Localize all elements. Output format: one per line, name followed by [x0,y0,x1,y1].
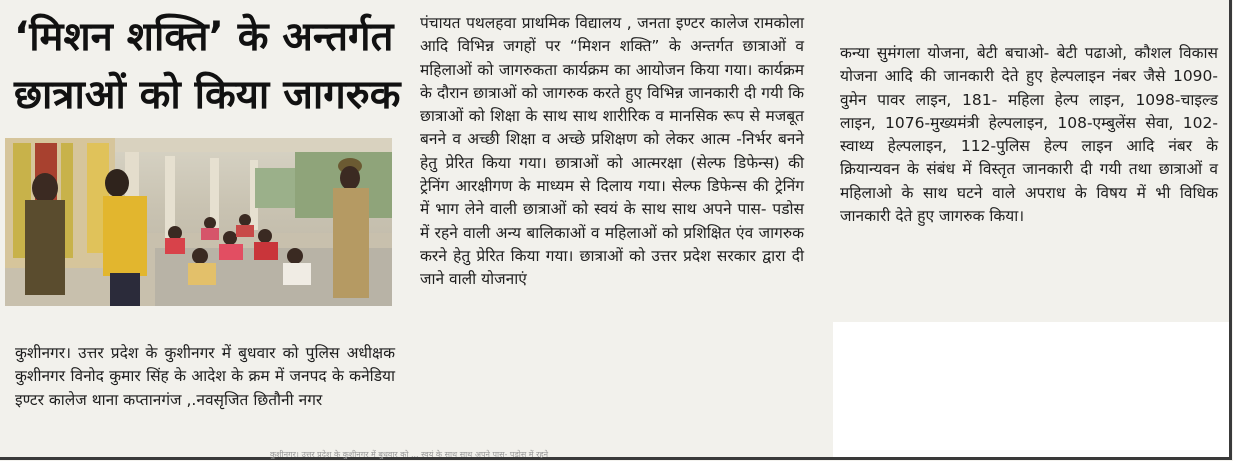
column-1-text: कुशीनगर। उत्तर प्रदेश के कुशीनगर में बुधवार को पुलिस अधीक्षक कुशीनगर विनोद कुमार सिंह के आदेश के क्रम में जनपद के कनेडिया इण्टर कालेज थाना कप्तानगंज ,.नवसृजित छितौनी नगर [15,344,395,409]
photo-scene-illustration [5,138,392,306]
article-column-2 [420,12,804,292]
article-column-3 [840,42,1218,228]
bleed-through-text: कुशीनगर। उत्तर प्रदेश के कुशीनगर में बुधवार को ... स्वयं के साथ साथ अपने पास- पडोस में रहने [270,450,549,459]
article-column-1 [15,342,395,412]
article-photo [5,138,392,306]
column-2-text: पंचायत पथलहवा प्राथमिक विद्यालय , जनता इण्टर कालेज रामकोला आदि विभिन्न जगहों पर “मिशन शक्ति” के अन्तर्गत छात्राओं व महिलाओं को जागरुकता कार्यक्रम का आयोजन किया गया। कार्यक्रम के दौरान छात्राओं को जागरुक करते हुए विभिन्न जानकारी दी गयी कि छात्राओं को शिक्षा के साथ साथ शारीरिक व मानसिक रूप से मजबूत बनने व अच्छी शिक्षा व अच्छे प्रशिक्षण को लेकर आत्म -निर्भर बनने हेतु प्रेरित किया गया। छात्राओं को आत्मरक्षा (सेल्फ डिफेन्स) की ट्रेनिंग आरक्षीगण के माध्यम से दिलाय गया। सेल्फ डिफेन्स की ट्रेनिंग में भाग लेने वाली छात्राओं को स्वयं के साथ साथ अपने पास- पडोस में रहने वाली अन्य बालिकाओं व महिलाओं को प्रशिक्षित एंव जागरुक करने हेतु प्रेरित किया गया। छात्राओं को उत्तर प्रदेश सरकार द्वारा दी जाने वाली योजनाएं [420,14,804,289]
blank-area [833,322,1229,457]
article-headline: ‘मिशन शक्ति’ के अन्तर्गत छात्राओं को किया जागरुक [14,14,401,118]
column-3-text: कन्या सुमंगला योजना, बेटी बचाओ- बेटी पढाओ, कौशल विकास योजना आदि की जानकारी देते हुए हेल्पलाइन नंबर जैसे 1090-वुमेन पावर लाइन, 181- महिला हेल्प लाइन, 1098-चाइल्ड लाइन, 1076-मुख्यमंत्री हेल्पलाइन, 108-एम्बुलेंस सेवा, 102-स्वाथ्य हेल्पलाइन, 112-पुलिस हेल्प लाइन आदि नंबर के क्रियान्यवन के संबंध में विस्तृत जानकारी दी गयी तथा छात्राओं व महिलाओ के साथ घटने वाले अपराध के विषय में भी विधिक जानकारी देते हुए जागरुक किया। [840,44,1218,226]
